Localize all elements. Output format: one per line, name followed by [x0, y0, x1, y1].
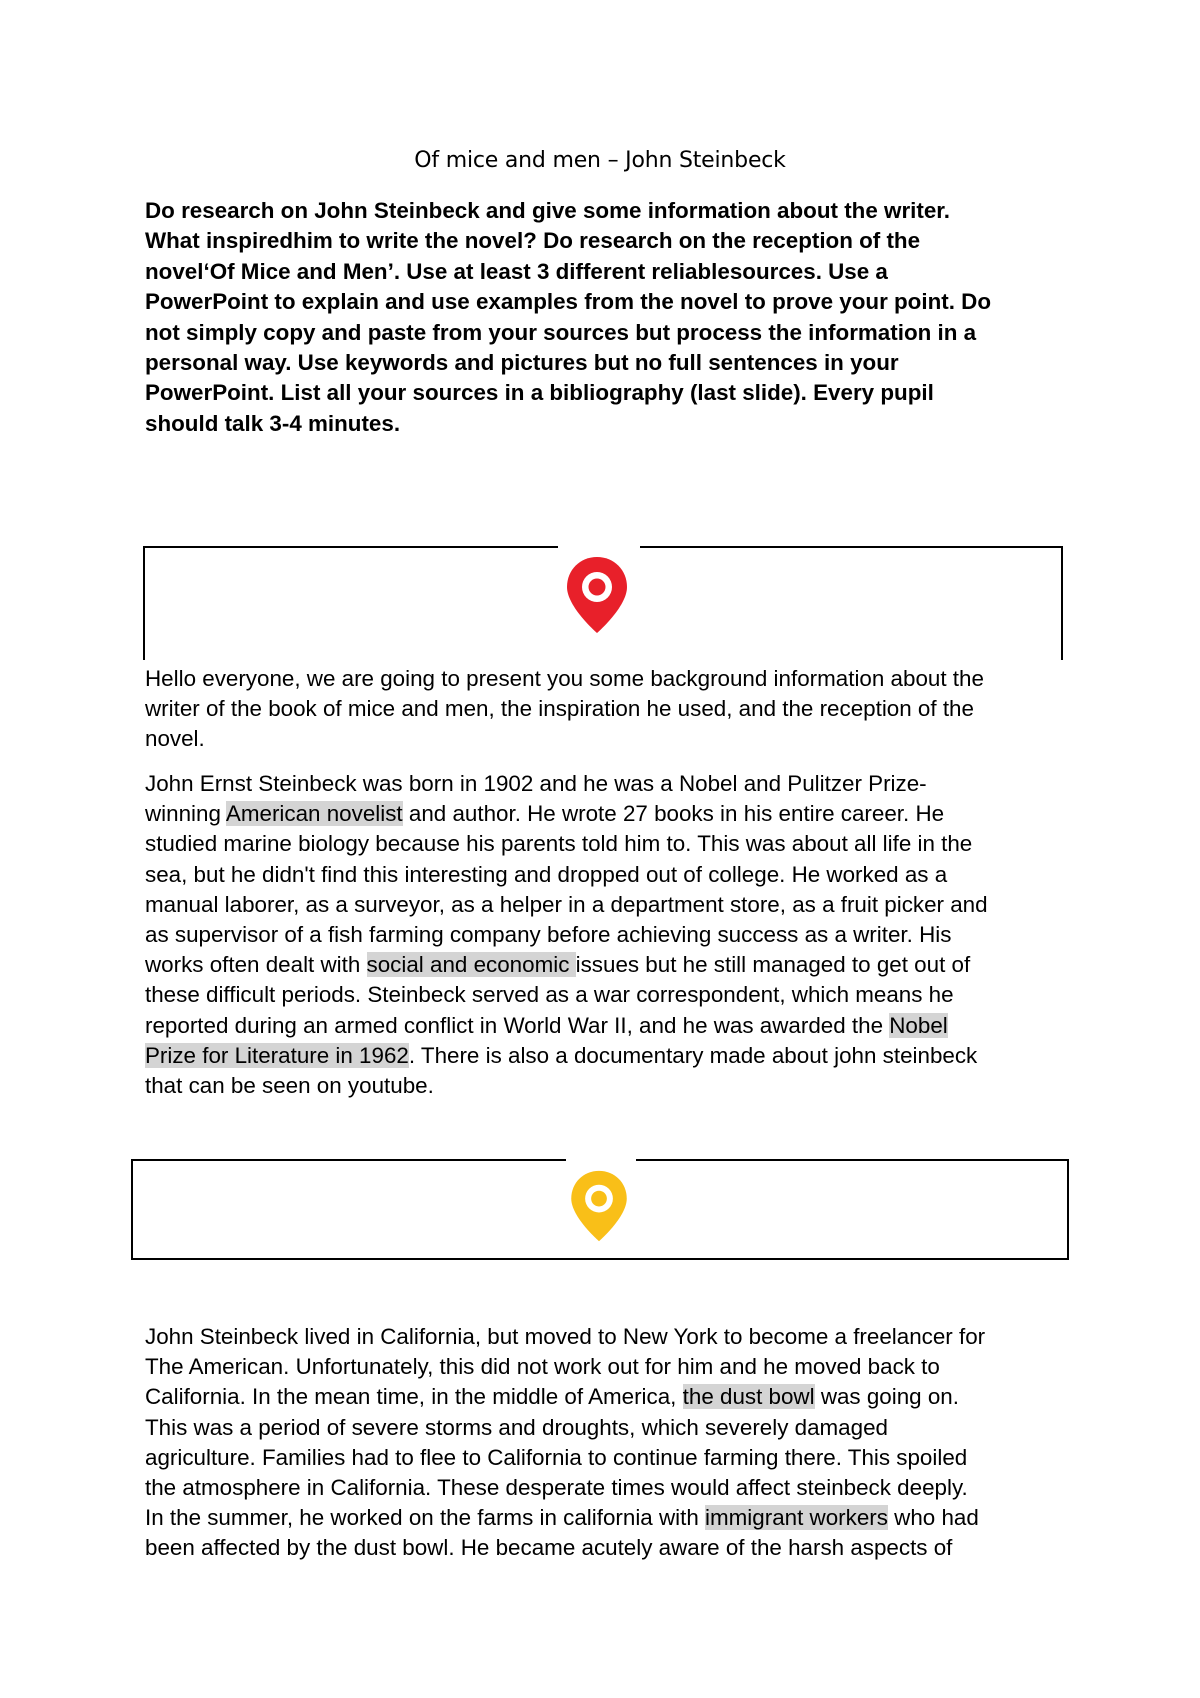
paragraph-line: Hello everyone, we are going to present you some background information about the: [145, 666, 984, 691]
paragraph-line: as supervisor of a fish farming company before achieving success as a writer. His: [145, 922, 952, 948]
highlighted-text: the dust bowl: [682, 1384, 815, 1410]
text-run: California. In the mean time, in the middle of America,: [145, 1384, 683, 1410]
assignment-line: not simply copy and paste from your sources but process the information in a: [145, 319, 977, 345]
assignment-line: should talk 3-4 minutes.: [145, 410, 401, 436]
paragraph-line: [145, 1011, 1075, 1041]
assignment-line: PowerPoint to explain and use examples from the novel to prove your point. Do: [145, 289, 992, 315]
paragraph-line: been affected by the dust bowl. He became acutely aware of the harsh aspects of: [145, 1535, 953, 1561]
paragraph-line: This was a period of severe storms and droughts, which severely damaged: [145, 1414, 888, 1440]
paragraph-line: these difficult periods. Steinbeck served as a war correspondent, which means he: [145, 982, 954, 1008]
highlighted-text: social and economic: [366, 952, 576, 978]
assignment-line: PowerPoint. List all your sources in a bibliography (last slide). Every pupil: [145, 380, 934, 406]
paragraph-line: studied marine biology because his parents told him to. This was about all life in the: [145, 831, 973, 857]
assignment-line: novel‘Of Mice and Men’. Use at least 3 different reliablesources. Use a: [145, 258, 888, 284]
paragraph-line: the atmosphere in California. These desperate times would affect steinbeck deeply.: [145, 1475, 968, 1501]
text-run: . There is also a documentary made about john steinbeck: [408, 1042, 978, 1068]
biography-paragraph: [145, 769, 1075, 1101]
text-run: winning: [145, 801, 226, 827]
paragraph-line: novel.: [145, 726, 205, 752]
paragraph-line: that can be seen on youtube.: [145, 1073, 434, 1099]
assignment-line: personal way. Use keywords and pictures but no full sentences in your: [145, 350, 899, 376]
frame-gap: [566, 1158, 636, 1162]
paragraph-line: John Steinbeck lived in California, but moved to New York to become a freelancer for: [145, 1324, 986, 1349]
paragraph-line: [145, 1041, 1075, 1071]
paragraph-line: sea, but he didn't find this interesting and dropped out of college. He worked as a: [145, 861, 948, 887]
paragraph-line: John Ernst Steinbeck was born in 1902 and he was a Nobel and Pulitzer Prize-: [145, 771, 927, 796]
paragraph-line: [145, 1382, 1075, 1412]
paragraph-line: writer of the book of mice and men, the inspiration he used, and the reception of the: [145, 696, 974, 722]
text-run: and author. He wrote 27 books in his entire career. He: [402, 801, 945, 827]
location-pin-icon: [568, 1169, 630, 1243]
location-pin-icon: [565, 555, 629, 635]
text-run: In the summer, he worked on the farms in california with: [145, 1505, 706, 1531]
highlighted-text: American novelist: [225, 801, 403, 827]
paragraph-line: [145, 799, 1075, 829]
highlighted-text: immigrant workers: [705, 1505, 888, 1531]
frame-gap: [558, 545, 640, 549]
paragraph-line: [145, 1503, 1075, 1533]
paragraph-line: manual laborer, as a surveyor, as a helper in a department store, as a fruit picker and: [145, 891, 988, 917]
paragraph-line: The American. Unfortunately, this did not work out for him and he moved back to: [145, 1354, 940, 1380]
highlighted-text: Prize for Literature in 1962: [145, 1042, 409, 1068]
text-run: issues but he still managed to get out of: [575, 952, 971, 978]
paragraph-line: agriculture. Families had to flee to California to continue farming there. This spoiled: [145, 1444, 968, 1470]
paragraph-line: [145, 950, 1075, 980]
assignment-instructions: [145, 196, 1065, 439]
intro-paragraph: [145, 664, 1075, 755]
document-title: Of mice and men – John Steinbeck: [414, 148, 786, 173]
text-run: reported during an armed conflict in World War II, and he was awarded the: [145, 1012, 890, 1038]
highlighted-text: Nobel: [889, 1012, 948, 1038]
inspiration-paragraph: [145, 1322, 1075, 1564]
text-run: was going on.: [814, 1384, 959, 1410]
text-run: who had: [887, 1505, 979, 1531]
text-run: works often dealt with: [145, 952, 367, 978]
assignment-line: What inspiredhim to write the novel? Do research on the reception of the: [145, 228, 921, 254]
assignment-line: Do research on John Steinbeck and give some information about the writer.: [145, 198, 950, 223]
